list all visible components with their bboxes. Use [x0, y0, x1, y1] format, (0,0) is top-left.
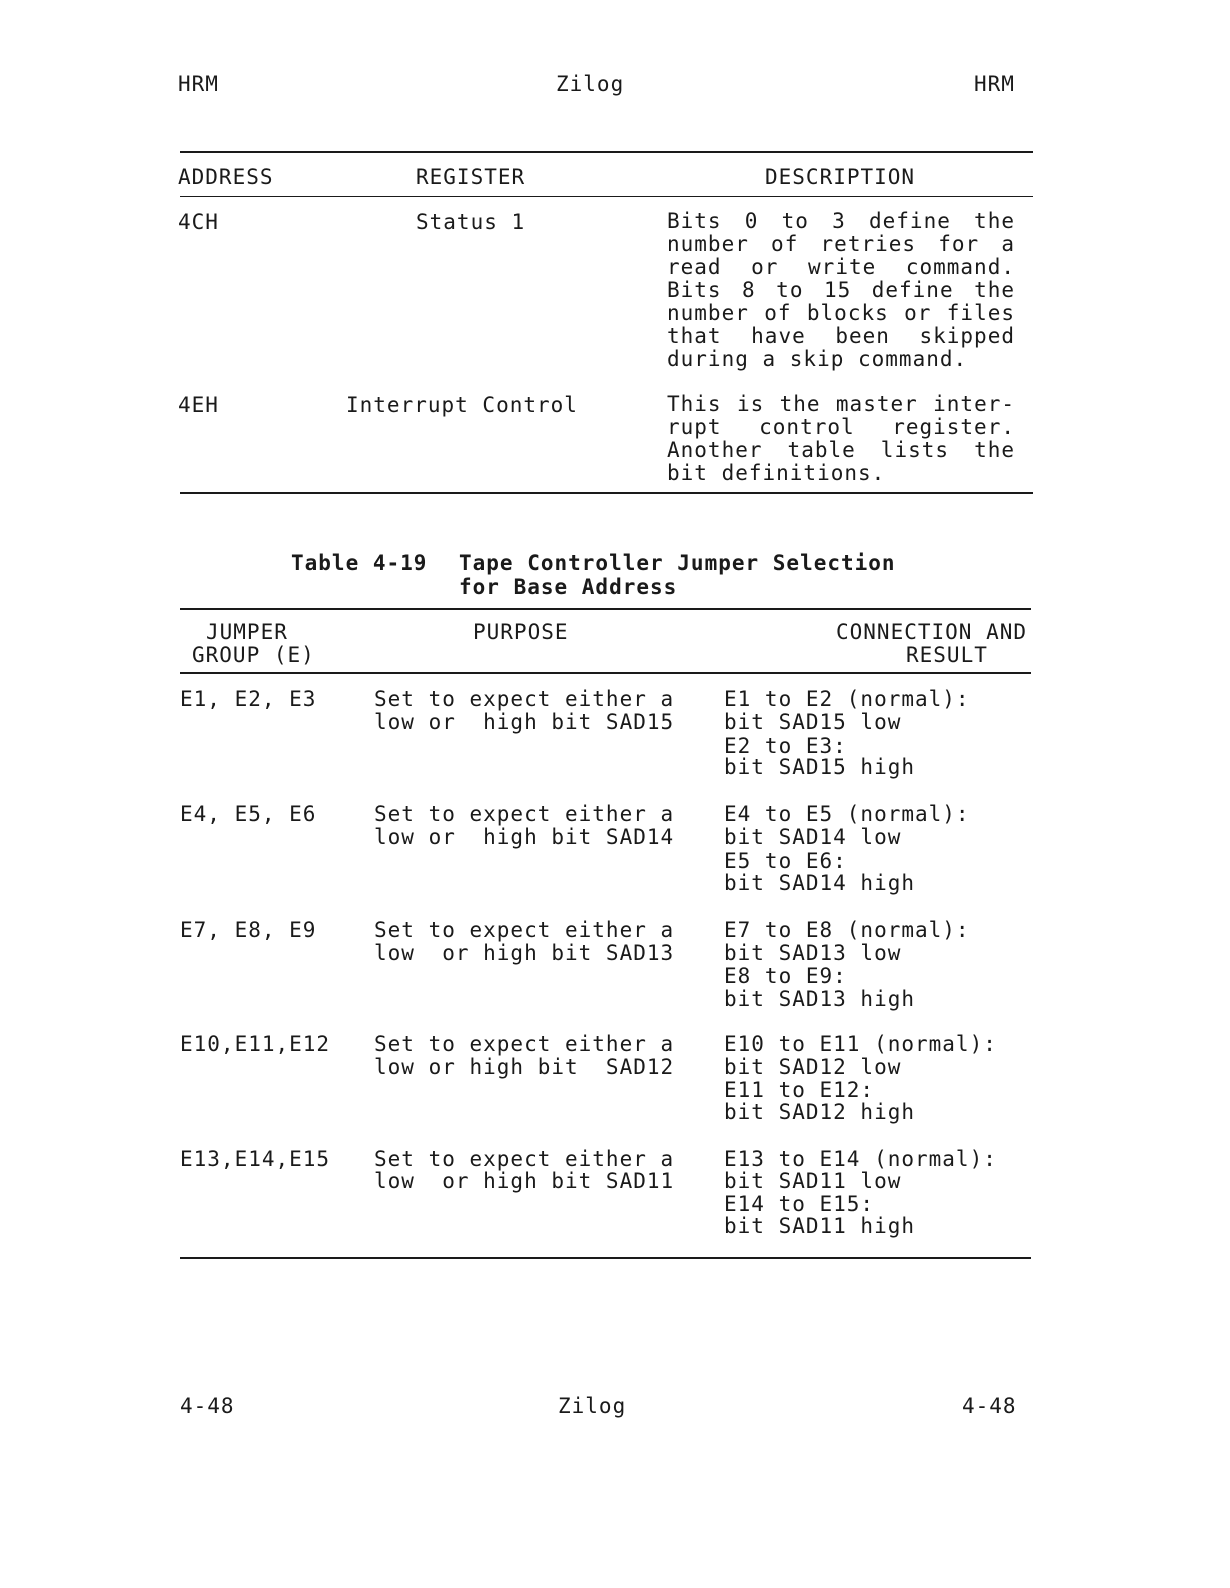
table-rule-top: [180, 608, 1031, 610]
column-header-purpose: PURPOSE: [473, 620, 569, 644]
table-rule-header: [180, 196, 1033, 197]
column-header-description: DESCRIPTION: [765, 165, 916, 189]
description-line: bit definitions.: [667, 461, 886, 485]
cell-result-line: E13 to E14 (normal):: [724, 1147, 997, 1171]
cell-result-line: E4 to E5 (normal):: [724, 802, 970, 826]
cell-description: [667, 210, 1015, 371]
cell-result-line: E7 to E8 (normal):: [724, 918, 970, 942]
cell-result-line: E2 to E3:: [724, 734, 847, 758]
cell-result-line: bit SAD14 high: [724, 871, 916, 895]
table-rule-bottom: [180, 492, 1033, 494]
footer-center: Zilog: [558, 1394, 627, 1418]
cell-result-line: E1 to E2 (normal):: [724, 687, 970, 711]
column-header-address: ADDRESS: [178, 165, 274, 189]
cell-group: E4, E5, E6: [180, 802, 317, 826]
cell-purpose-line: Set to expect either a: [374, 802, 675, 826]
cell-result-line: bit SAD14 low: [724, 825, 902, 849]
description-line: that have been skipped: [667, 324, 1015, 348]
cell-purpose-line: low or high bit SAD13: [374, 941, 675, 965]
description-line: Bits 8 to 15 define the: [667, 278, 1015, 302]
cell-address: 4EH: [178, 393, 219, 417]
table-rule-top: [180, 151, 1033, 153]
cell-address: 4CH: [178, 210, 219, 234]
cell-group: E13,E14,E15: [180, 1147, 331, 1171]
column-header-group-line2: GROUP (E): [192, 643, 315, 667]
footer-left: 4-48: [180, 1394, 235, 1418]
caption-title-line1: Tape Controller Jumper Selection: [459, 551, 896, 575]
header-right: HRM: [974, 72, 1015, 96]
cell-result-line: bit SAD11 low: [724, 1169, 902, 1193]
cell-result-line: bit SAD11 high: [724, 1214, 916, 1238]
cell-result-line: bit SAD13 high: [724, 987, 916, 1011]
cell-result-line: bit SAD15 low: [724, 710, 902, 734]
cell-group: E10,E11,E12: [180, 1032, 331, 1056]
cell-result-line: E11 to E12:: [724, 1078, 875, 1102]
table-rule-header: [180, 672, 1031, 674]
description-line: number of retries for a: [667, 232, 1015, 256]
description-line: Another table lists the: [667, 438, 1015, 462]
description-line: number of blocks or files: [667, 301, 1015, 325]
cell-description: [667, 393, 1015, 485]
cell-purpose-line: low or high bit SAD11: [374, 1169, 675, 1193]
description-line: This is the master inter-: [667, 392, 1015, 416]
cell-result-line: E8 to E9:: [724, 964, 847, 988]
cell-purpose-line: low or high bit SAD15: [374, 710, 675, 734]
footer-right: 4-48: [962, 1394, 1017, 1418]
description-line: read or write command.: [667, 255, 1015, 279]
caption-number: Table 4-19: [291, 551, 428, 575]
cell-purpose-line: low or high bit SAD14: [374, 825, 675, 849]
description-line: Bits 0 to 3 define the: [667, 209, 1015, 233]
caption-title-line2: for Base Address: [459, 575, 678, 599]
cell-purpose-line: Set to expect either a: [374, 1032, 675, 1056]
cell-result-line: bit SAD12 high: [724, 1100, 916, 1124]
cell-purpose-line: Set to expect either a: [374, 918, 675, 942]
cell-result-line: bit SAD12 low: [724, 1055, 902, 1079]
header-center: Zilog: [556, 72, 625, 96]
column-header-register: REGISTER: [416, 165, 526, 189]
cell-group: E1, E2, E3: [180, 687, 317, 711]
cell-result-line: E10 to E11 (normal):: [724, 1032, 997, 1056]
table-rule-bottom: [180, 1257, 1031, 1259]
description-line: during a skip command.: [667, 347, 968, 371]
cell-result-line: E5 to E6:: [724, 849, 847, 873]
column-header-result-line2: RESULT: [906, 643, 988, 667]
cell-result-line: bit SAD13 low: [724, 941, 902, 965]
cell-register: Status 1: [416, 210, 526, 234]
cell-purpose-line: low or high bit SAD12: [374, 1055, 675, 1079]
cell-purpose-line: Set to expect either a: [374, 1147, 675, 1171]
column-header-result-line1: CONNECTION AND: [836, 620, 1028, 644]
cell-group: E7, E8, E9: [180, 918, 317, 942]
cell-result-line: bit SAD15 high: [724, 755, 916, 779]
column-header-group-line1: JUMPER: [206, 620, 288, 644]
header-left: HRM: [178, 72, 219, 96]
cell-result-line: E14 to E15:: [724, 1192, 875, 1216]
cell-purpose-line: Set to expect either a: [374, 687, 675, 711]
description-line: rupt control register.: [667, 415, 1015, 439]
cell-register: Interrupt Control: [346, 393, 578, 417]
